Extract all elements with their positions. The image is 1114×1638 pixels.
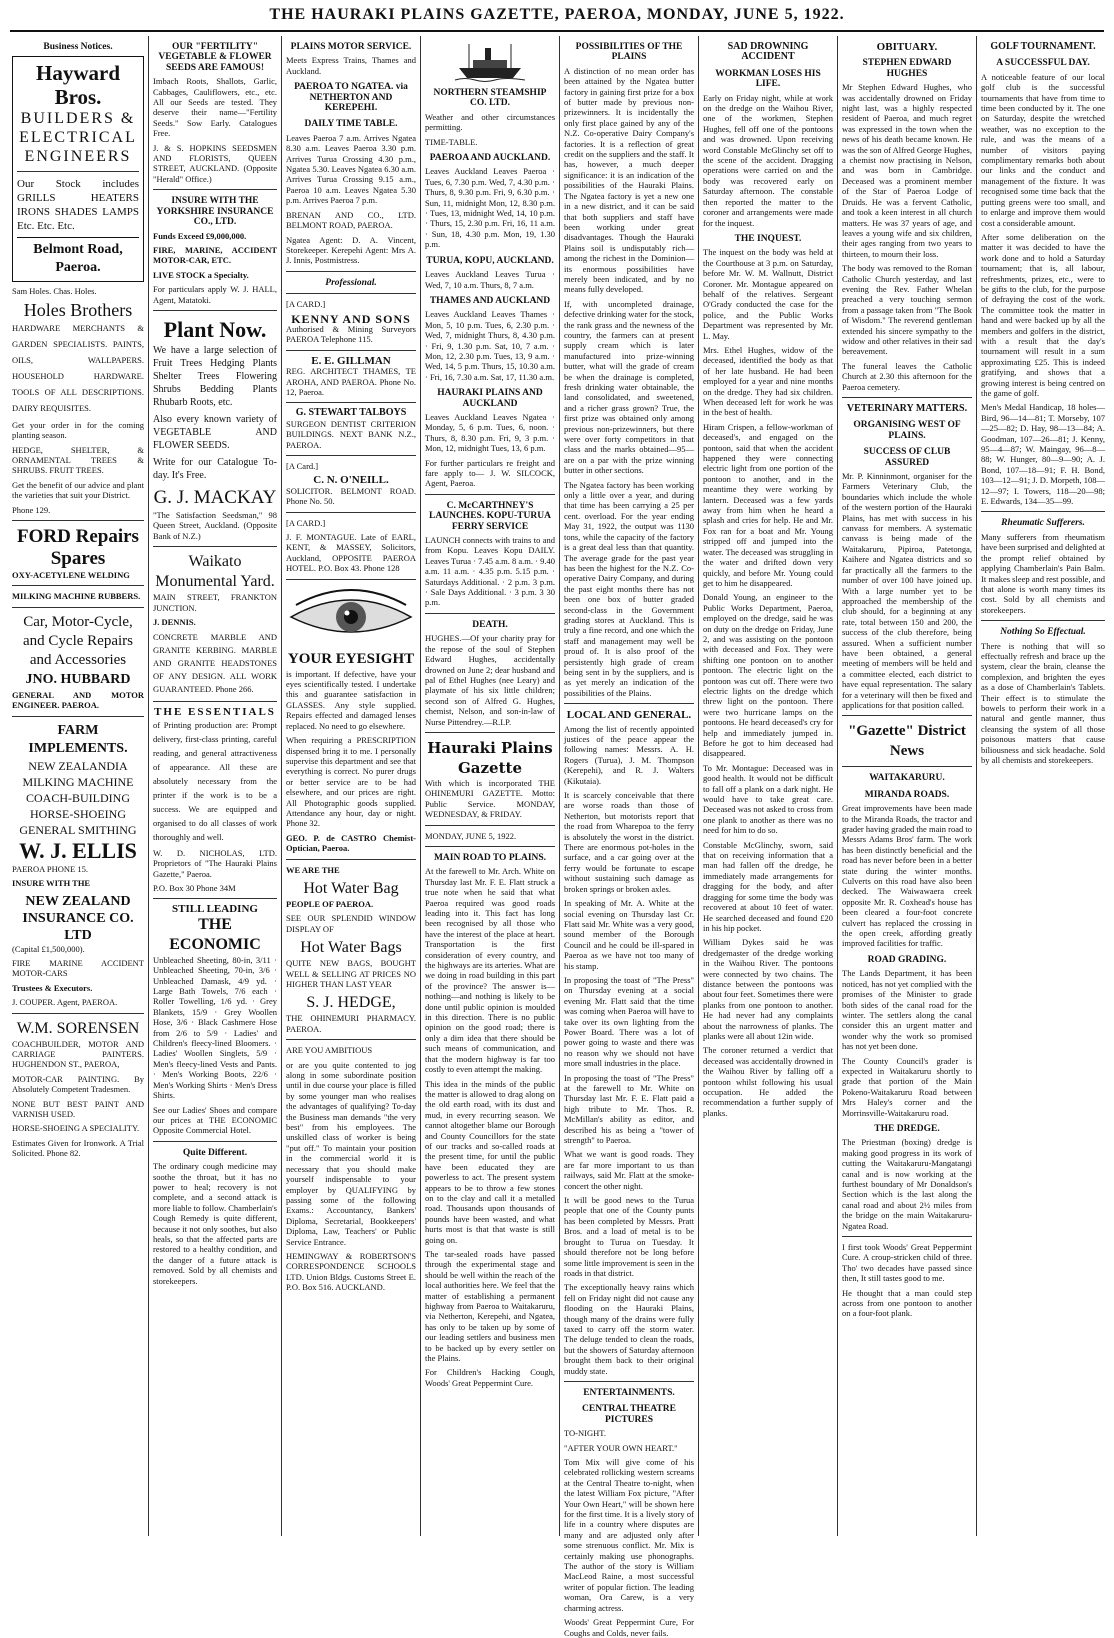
gillman-name: E. E. GILLMAN [311,354,391,367]
possibilities-body-2: If, with uncompleted drainage, defective drinking water for the stock, the rank grass and the newness of the country, the farmers can at present supply cream which is later manufactured into prize-winning butter, what will the grade of cream be when the drainage is completed, fresh drinking water obtainable, the land consolidated, and sweetened, and a richer grass grown? True, the first prize was obtained only among previous non-prizewinners, but there were over forty competitors in that class and the marks obtained—95—are on a par with the prize winning butter in other sections. [564,298,694,476]
hubbard-name: JNO. HUBBARD [25,671,131,687]
column-divider [837,36,838,1536]
economic-name: THE ECONOMIC [169,915,261,953]
death-body: HUGHES.—Of your charity pray for the repose of the soul of Stephen Edward Hughes, accidentally drowned on June 2; dear husband and pal of Ethel Hughes (nee Leary) and playmate of his six little children; second son of Alfred G. Hughes, chemist, Nelson, and son-in-law of Nurse Pittendrey.—R.I.P. [425,633,555,727]
after-body: Tom Mix will give come of his celebrated rollicking western screams at the Central Theatre to-night, when the latest William Fox picture, "After Your Own Heart," will be shown here for the first time. It is a lively story of life in a country where disputes are many and are adjusted only after some strenuous conflict. Mr. Mix is certainly making use phonographs. The author of the story is William MacLeod Raine, a most successful writer of popular fiction. The leading woman, Ora Carew, is a very charming actress. [564,1457,694,1613]
mccartney: C. McCARTHNEY'S LAUNCHES. KOPU-TURUA FERRY SERVICE [429,500,551,532]
talboys-name: G. STEWART TALBOYS [295,407,407,419]
professional: Professional. [325,277,377,288]
divider [12,520,144,521]
column-2 [153,36,277,1536]
drowning-body-9: The coroner returned a verdict that deceased was accidentally drowned in the Waihou River by falling off a pontoon whilst following his usual occupation. He added the recommendation a further supply of planks. [703,1045,833,1118]
plant-body: We have a large selection of Fruit Trees Hedging Plants Shelter Trees Flowering Shrubs Bedding Plants Rhubarb Roots, etc. [153,344,277,408]
hot-water-bag: Hot Water Bag [303,879,399,897]
kenny-sub: Authorised & Mining Surveyors PAEROA Telephone 115. [286,323,416,345]
divider [425,494,555,495]
brenan: BRENAN AND CO., LTD. BELMONT ROAD, PAEROA. [286,209,416,231]
insure-with: INSURE WITH THE [12,878,91,889]
estimates: Estimates Given for Ironwork. A Trial Solicited. Phone 82. [12,1137,144,1159]
local-body-6: What we want is good roads. They are far more important to us than railways, said Mr. Flatt at the smoke-concert the other night. [564,1149,694,1191]
veterinary-body: Mr. P. Kinninmont, organiser for the Farmers Veterinary Club, the boundaries which include the whole of the western portion of the Hauraki Plains, has met with success in his canvass for members. A systematic canvass is being made of the Waitakaruru, Pipiroa, Patetonga, Kaihere and Ngatea districts and so far practically all the farmers to the number of over 100 have joined up. With a large number yet to be approached the membership of the club should, for a beginning at any rate, total between 150 and 200, the success of the club therefore, being assured. When a sufficient number have been obtained, a general meeting of members will be held and a committee elected, each district to have equal representation. The salary for a veterinary will then be fixed and applications for that position called. [842,471,972,710]
mackay-name: G. J. MACKAY [153,486,277,508]
drowning-heading: SAD DROWNING ACCIDENT [727,41,809,63]
none-but: NONE BUT BEST PAINT AND VARNISH USED. [12,1098,144,1119]
local-body-4: In proposing the toast of "The Press" on Thursday evening at a social evening Mr. Flatt said that the time was coming when Paeroa will have to take over its own lighting from the Power Board. There was a lot of power going to waste and there was no reason why we should not have more small industries in the place. [564,974,694,1069]
drowning-body-2: The inquest on the body was held at the Courthouse at 3 p.m. on Saturday, before Mr. W. M. Wallnutt, District Coroner. Mr. Montague appeared on behalf of the relatives. Sergeant O'Grady conducted the case for the police, and the Public Works Department was represented by Mr. L. May. [703,247,833,341]
hubbard-title: GENERAL AND MOTOR ENGINEER. PAEROA. [12,689,144,711]
divider [842,397,972,398]
golf-heading: GOLF TOURNAMENT. [990,41,1096,52]
fertility-body: Imbach Roots, Shallots, Garlic, Cabbages, Cauliflowers, etc., etc. All our Seeds are tested. They deserve their name—"Fertility Seeds." Sow Early. Catalogues Free. [153,76,277,139]
column-1 [12,36,144,1536]
nothing-heading: Nothing So Effectual. [1000,627,1086,638]
turua-body: Leaves Auckland Leaves Turua · Wed, 7, 10 a.m. Thurs, 8, 7 a.m. [425,269,555,290]
capital: (Capital £1,500,000). [12,943,85,954]
farm-implements: FARM IMPLEMENTS. [28,722,128,756]
ellis-name: W. J. ELLIS [19,837,137,863]
timetable: DAILY TIME TABLE. [304,119,398,130]
holes-advice: Get the benefit of our advice and plant the varieties that suit your District. [12,479,144,501]
veterinary-heading: VETERINARY MATTERS. [846,403,968,414]
divider [842,1236,972,1237]
plant-write: Write for our Catalogue To-day. It's Free. [153,456,277,481]
drowning-body-7: Constable McGlinchy, sworn, said that on receiving information that a man had fallen off the dredge, he immediately made arrangements for dragging for the body, and after dragging for some time the body was recovered at about 10 feet of water. He searched deceased and found £20 in his hip pocket. [703,839,833,933]
paeroa-auckland: PAEROA AND AUCKLAND. [429,153,551,164]
milking-rubbers: MILKING MACHINE RUBBERS. [12,591,141,602]
divider [564,703,694,704]
divider [425,613,555,614]
central-theatre: CENTRAL THEATRE PICTURES [582,1404,676,1425]
gazette-sub: With which is incorporated THE OHINEMURI GAZETTE. Motto: Public Service. MONDAY, WEDNESDAY, & FRIDAY. [425,777,555,820]
dennis-body: CONCRETE MARBLE AND GRANITE KERBING. MARBLE AND GRANITE HEADSTONES OF ANY DESIGN. ALL WORK GUARANTEED. Phone 266. [153,632,277,695]
hayward-ad [12,56,144,282]
plant-now: Plant Now. [163,316,267,342]
divider [153,310,277,311]
motor-sub: Meets Express Trains, Thames and Auckland. [286,55,416,76]
drowning-body-1: Early on Friday night, while at work on the dredge on the Waihou River, one of the workmen, Stephen Hughes, fell off one of the pontoons and was drowned. Upon receiving word Constable McGlinchy set off to the scene of the accident. Dragging operations were carried on and the body was recovered early on Saturday afternoon. The constable then reported the matter to the coroner and arrangements were made for the inquest. [703,92,833,228]
timetable: TIME-TABLE. [425,136,478,147]
hayward-trade-2: ELECTRICAL [19,129,137,147]
district-news-heading: "Gazette" District News [848,723,966,760]
further-particulars: For further particulars re freight and fare apply to— J. W. SILCOCK, Agent, Paeroa. [425,457,555,489]
divider [286,1039,416,1040]
tonight: TO-NIGHT. [564,1428,606,1439]
column-8 [981,36,1105,1536]
yorkshire-lines: FIRE, MARINE, ACCIDENT MOTOR-CAR, ETC. [153,244,277,266]
column-3 [286,36,416,1536]
obituary-heading: OBITUARY. [876,41,938,53]
thames-body: Leaves Auckland Leaves Thames · Mon, 5, 10 p.m. Tues, 6, 2.30 p.m. · Wed, 7, midnight Thurs, 8, 4.30 p.m. · Fri, 9, 1.30 p.m. Sat, 10, 7 a.m. · Mon, 12, 2.30 p.m. Tues, 13, 9 a.m. · Wed, 14, 5 p.m. Thurs, 15, 10.30 a.m. · Fri, 16, 7.30 a.m. Sat, 17, 11.30 a.m. [425,309,555,382]
woods-note: He thought that a man could step across from one pontoon to another on a four-foot plank. [842,1287,972,1319]
column-divider [420,36,421,1536]
motor-car-painting: MOTOR-CAR PAINTING. By Absolutely Competent Tradesmen. [12,1073,144,1095]
trustees: Trustees & Executors. [12,982,93,993]
divider [286,293,416,294]
oneill-sub: SOLICITOR. BELMONT ROAD. Phone No. 50. [286,485,416,507]
rheumatic-heading: Rheumatic Sufferers. [1001,518,1085,529]
masthead-rule [10,30,1104,32]
ford-welding: OXY-ACETYLENE WELDING [12,570,130,581]
possibilities-body-3: The Ngatea factory has been working only a little over a year, and during that time has been carrying a 25 per cent. overload. For the year ending May 31, 1922, the output was 1130 tons, while the capacity of the factory is a great deal less than that quantity. The average grade for the past year has been the highest for the N.Z. Co-operative Dairy Company, and during the past eight months there has not been one box of butter graded second-class in the Government grading stores at Auckland. This is truly a fine record, and one which the staff and management may well be proud of. It is also proof of the persistently high grade of cream being sent in by the suppliers, and is as yet merely an indication of the possibilities of the Plains. [564,479,694,698]
local-general-heading: LOCAL AND GENERAL. [566,709,692,722]
main-road-heading: MAIN ROAD TO PLAINS. [433,852,547,863]
thames-auckland: THAMES AND AUCKLAND [429,295,551,306]
essentials-body: of Printing production are: Prompt delivery, first-class printing, careful reading, and general attractiveness of appearance. All these are absolutely necessary from the printer if the work is to be a success. We are equipped and organised to do all classes of work thoroughly and well. [153,719,277,842]
sorensen-trade: COACHBUILDER, MOTOR AND CARRIAGE PAINTERS. HUGHENDON ST., PAEROA, [12,1038,144,1070]
hayward-trade-1: BUILDERS & [20,110,136,128]
veterinary-success: SUCCESS OF CLUB ASSURED [863,447,951,468]
holes-phone: Phone 129. [12,504,51,515]
talboys-sub: SURGEON DENTIST CRITERION BUILDINGS. NEXT BANK N.Z., PAEROA. [286,418,416,450]
drowning-body-8: William Dykes said he was dredgemaster of the dredge working in the Waihou River. The pontoons were connected by two chains. The distance between the pontoons was about four feet. Sometimes there were planks from one pontoon to another. He had never had any complaints about the narrowness of planks. The planks were all about 12in wide. [703,937,833,1041]
miranda-body: Great improvements have been made to the Miranda Roads, the tractor and grader having graded the main road to Messrs Adams Bros' farm. The work has been distinctly beneficial and the road has never before been in a better state during the winter months. Culverts on this road have also been decked. The Waiwawaera creek opposite Mr. R. Coxhead's house has been cleared a four-foot concrete culvert has replaced the crossing in the open creek, affording greatly improved facilities for traffic. [842,803,972,949]
waikato-address: MAIN STREET, FRANKTON JUNCTION. [153,592,277,613]
workman-heading: WORKMAN LOSES HIS LIFE. [715,68,821,90]
local-body-3: In speaking of Mr. A. White at the social evening on Thursday last Cr. Flatt said Mr. White was a very good, sound member of the Borough Council and he could be ill-spared in Paeroa as we have not too many of his stamp. [564,898,694,971]
car-repairs: Car, Motor-Cycle, and Cycle Repairs and Accessories [23,613,133,668]
column-5 [564,36,694,1638]
column-divider [148,36,149,1536]
we-are-the: WE ARE THE [286,864,340,875]
nz-insurance: NEW ZEALAND INSURANCE CO. LTD [22,893,134,943]
column-4 [425,36,555,1536]
hopkins: J. & S. HOPKINS SEEDSMEN AND FLORISTS, QUEEN STREET, AUCKLAND. (Opposite "Herald" Office.) [153,142,277,184]
gazette-title: Hauraki Plains Gazette [427,738,553,777]
grading-body: The Lands Department, it has been noticed, has not yet complied with the promises of the Minister to grade both sides of the canal road for the winter. The settlers along the canal consider this an urgent matter and wonder why the work so promised has not yet been done. [842,968,972,1052]
hemingway: HEMINGWAY & ROBERTSON'S CORRESPONDENCE SCHOOLS LTD. Union Bldgs. Customs Street E. P.O. Box 516. AUCKLAND. [286,1250,416,1293]
dredge-body: The Priestman (boxing) dredge is making good progress in its work of cutting the Waitakaruru-Mangatangi canal and is now working at the furthest boundary of Mr Donaldson's Section which is the last along the canal road and about 2½ miles from the bridge on the main Waitakaruru-Ngatea Road. [842,1137,972,1231]
hauraki-auckland: HAURAKI PLAINS AND AUCKLAND [437,388,543,409]
obituary-name: STEPHEN EDWARD HUGHES [862,58,952,79]
hedge-name: S. J. HEDGE, [306,994,396,1012]
hayward-trade-3: ENGINEERS [24,148,132,166]
still-leading: STILL LEADING [172,903,258,916]
holes-lines: HARDWARE MERCHANTS & GARDEN SPECIALISTS. PAINTS, OILS, WALLPAPERS. HOUSEHOLD HARDWARE. TOOLS OF ALL DESCRIPTIONS. DAIRY REQUISITES. [12,322,144,413]
mackay-sub: "The Satisfaction Seedsman," 98 Queen Street, Auckland. (Opposite Bank of N.Z.) [153,509,277,541]
waikato-yard: Waikato Monumental Yard. [155,553,275,591]
yorkshire-heading: INSURE WITH THE YORKSHIRE INSURANCE CO., LTD. [156,196,274,228]
are-you-body: or are you quite contented to jog along in some subordinate position until in due course your place is filled by some younger man who realises the advantages of qualifying? To-day the Business man demands "the very best" from his employees. The unskilled class of worker is being "put off." To maintain your position in the commercial world it is necessary that you should make yourself indispensable to your employer by QUALIFYING by passing some of the following Exams.: Accountancy, Bankers' Diploma, Secretarial, Bookkeepers' Diploma, Law, Teachers' or Public Service Entrance. [286,1059,416,1247]
eyesight-body: is important. If defective, have your eyes scientifically tested. I undertake this and guarantee satisfaction in GLASSES. Any style supplied. Repairs effected and damaged lenses replaced. No need to go elsewhere. [286,668,416,731]
brenan-agent: Ngatea Agent: D. A. Vincent, Storekeeper. Kerepehi Agent: Mrs A. J. Innis, Postmistress. [286,234,416,266]
local-body-5: In proposing the toast of "The Press" at the farewell to Mr. White on Thursday last Mr. F. E. Flatt paid a high tribute to Mr. Thos. R. McMillan's ability as editor, and described his as being a "tower of strength" to Paeroa. [564,1072,694,1146]
montague: J. F. MONTAGUE. Late of EARL, KENT, & MASSEY, Solicitors, Auckland, OPPOSITE PAEROA HOTEL. P.O. Box 43. Phone 128 [286,532,416,574]
kenny-name: KENNY AND SONS [291,311,411,326]
divider [564,1381,694,1382]
entertainments-heading: ENTERTAINMENTS. [583,1387,675,1398]
holes-hedge: HEDGE, SHELTER, & ORNAMENTAL TREES & SHRUBS. FRUIT TREES. [12,444,144,476]
divider [286,402,416,403]
issue-date: MONDAY, JUNE 5, 1922. [425,830,517,841]
divider [425,846,555,847]
after-your-own-heart: "AFTER YOUR OWN HEART." [564,1442,678,1453]
divider [12,1013,144,1014]
main-road-body-1: At the farewell to Mr. Arch. White on Thursday last Mr. F. E. Flatt struck a true note when he said that what Paeroa required was good roads leading into it. This fact has long been recognised by all those who have the interest of the place at heart. Transportation is the first consideration of every country, and the highways are its arteries. What are we doing in road building in this part of the province? The answer is—nothing—and nothing is likely to be done until public opinion is moulded in this direction. There is no public opinion on the good road; there is only a dim idea that there should be such means of communication, and that the modern highway is far too costly to even attempt the making. [425,866,555,1075]
inquest-heading: THE INQUEST. [734,233,802,244]
divider [153,189,277,190]
yorkshire-live: LIVE STOCK a Specialty. [153,269,249,280]
column-6 [703,36,833,1536]
northern-steamship: NORTHERN STEAMSHIP CO. LTD. [433,88,547,109]
nicholas: W. D. NICHOLAS, LTD. Proprietors of "The Hauraki Plains Gazette," Paeroa. [153,847,277,879]
column-divider [698,36,699,1536]
woods-verse: I first took Woods' Great Peppermint Cure. A croup-stricken child of three. Tho' two decades have passed since then, It still tastes good to me. [842,1242,972,1284]
holes-order: Get your order in for the coming planting season. [12,419,144,441]
divider [286,859,416,860]
divider [12,585,144,586]
hauraki-auckland-body: Leaves Auckland Leaves Ngatea · Monday, 5, 6 p.m. Tues, 6, noon. · Thurs, 8, 8.30 p.m. Fri, 9, 3 p.m. · Mon, 12, midnight Tues, 13, 6 p.m. [425,411,555,454]
hot-water-bags: Hot Water Bags [300,939,402,957]
divider [425,732,555,733]
waitakaruru-heading: WAITAKARURU. [869,773,945,784]
miranda-heading: MIRANDA ROADS. [864,789,950,800]
steamship-illustration [455,40,525,82]
hayward-stock: Our Stock includes GRILLS HEATERS IRONS SHADES LAMPS Etc. Etc. Etc. [17,178,139,233]
divider [286,350,416,351]
see-window: SEE OUR SPLENDID WINDOW DISPLAY OF [286,913,416,934]
oneill-name: C. N. O'NEILL. [313,474,389,487]
local-body-7: It will be good news to the Turua people that one of the County punts has been completed by Messrs. Pratt Bros. and a load of metal is to be brought to Turua on Tuesday. It should therefore not be long before some little improvement is seen in the roads in that district. [564,1195,694,1278]
column-divider [976,36,977,1536]
fertility-heading: OUR "FERTILITY" VEGETABLE & FLOWER SEEDS ARE FAMOUS! [158,42,272,73]
dennis-name: J. DENNIS. [153,616,196,627]
divider [842,766,972,767]
sorensen-name: W.M. SORENSEN [16,1019,140,1037]
grading-heading: ROAD GRADING. [867,954,947,965]
eyesight-heading: YOUR EYESIGHT [287,650,415,667]
hedge-sub: THE OHINEMURI PHARMACY. PAEROA. [286,1013,416,1034]
yorkshire-agent: For particulars apply W. J. HALL, Agent, Matatoki. [153,284,277,305]
column-divider [281,36,282,1536]
quite-body: The ordinary cough medicine may soothe the throat, but it has no power to heal; recovery is not complete, and a second attack is more liable to follow. Chamberlain's Cough Remedy is quite different, because it not only soothes, but also heals, so that the affected parts are restored to a healthy condition, and the danger of a future attack is removed. Sold by all chemists and storekeepers. [153,1161,277,1286]
plant-also: Also every known variety of VEGETABLE AND FLOWER SEEDS. [153,413,277,451]
insurance-lines: FIRE MARINE ACCIDENT MOTOR-CARS [12,957,144,979]
mccartney-body: LAUNCH connects with trains to and from Kopu. Leaves Kopu DAILY. Leaves Turua · 7.45 a.m. 8 a.m. · 9.40 a.m. 11 a.m. · 4.35 p.m. 5.15 p.m. · Saturdays Additional. · 2 p.m. 3 p.m. · Sale Days Additional. · 3 p.m. 3 30 p.m. [425,535,555,608]
golf-sub: A SUCCESSFUL DAY. [996,58,1090,69]
hayward-name: Hayward Bros. [36,61,120,110]
drowning-body-6: To Mr. Montague: Deceased was in good health. It would not be difficult to fall off a plank on a dark night. He would have to take great care. Deceased was not asked to cross from one plank to another as there was no need for him to do so. [703,762,833,836]
holes-name: Holes Brothers [23,299,133,320]
card-3: [A CARD.] [286,517,326,528]
people-of-paeroa: PEOPLE OF PAEROA. [286,898,374,909]
golf-body-2: After some deliberation on the matter it was decided to have the work done and to hold a Saturday tournament; that is, all labour, refreshments, prizes, etc., were to be gifts to the club, for the purpose of defraying the cost of the work. The committee took the matter in hand and were backed up by all the members and golfers in the district, with a result that the day's tournament will result in a sum approximating £25. This is indeed gratifying, and shows that a growing interest is being centred on the game of golf. [981,231,1105,398]
yorkshire-funds: Funds Exceed £9,000,000. [153,230,247,241]
golf-body-1: A noticeable feature of our local golf club is the successful tournaments that have from time to time been conducted by it. The one on Saturday, despite the wretched weather, was no exception to the rule, and was the means of a number of visitors paying complimentary remarks both about our links and the conduct and management of the fixture. It was recognised some time back that the putting greens were too small, and to enlarge and improve them would cost a considerable amount. [981,71,1105,228]
golf-results: Men's Medal Handicap, 18 holes—Bird, 96—14—81; T. Morseby, 107—25—82; D. Hay, 98—13—84; A. Goodman, 107—26—81; J. Kenny, 95—4—87; W. Maingay, 96—8—88; W. Hunger, 80—9—90; A. J. Bond, 107—18—91; F. H. Bond, 103—12—91; J. D. Morpeth, 108—12—97; I. Towers, 118—20—98; E. Edwards, 134—35—99. [981,402,1105,507]
nz-milking: NEW ZEALANDIA MILKING MACHINE [22,758,134,789]
death-heading: DEATH. [472,619,508,630]
divider [153,898,277,899]
economic-see: See our Ladies' Shoes and compare our prices at THE ECONOMIC Opposite Commercial Hotel. [153,1104,277,1136]
drowning-body-3: Mrs. Ethel Hughes, widow of the deceased, identified the body as that of her late husband. He had been employed for a year and nine months on the dredge. They had six children. When deceased left for work he was in the best of health. [703,344,833,418]
divider [842,715,972,716]
obituary-body-2: The body was removed to the Roman Catholic Church yesterday, and last evening the Rev. Father Whelan preached a very touching sermon from a passage taken from "The Book of Wisdom." The reverend gentleman extended his sincere sympathy to the widow and other relatives in their sad bereavement. [842,263,972,357]
veterinary-sub: ORGANISING WEST OF PLAINS. [853,420,961,441]
section-heading: Business Notices. [43,42,113,52]
divider [153,546,277,547]
divider [286,579,416,580]
nothing-body: There is nothing that will so effectually refresh and brace up the system, clear the brain, cleanse the complexion, and brighten the eyes as a dose of Chamberlain's Tablets. Their effect is to stimulate the bowels to perform their work in a natural and gentle manner, thus cleansing the system of all those poisonous matters that cause biliousness and sick headache. Sold by all chemists and storekeepers. [981,640,1105,765]
drowning-body-4: Hiram Crispen, a fellow-workman of deceased's, and engaged on the pontoon, said that when the accident happened they were connecting electric light from one portion of the pontoon to another, and in the meantime they were working by lantern. Deceased was a few yards away from him when he heard a splash and cries for help. He and Mr. Fox ran for a boat and Mr. Young stripped off and jumped into the water. The deceased was struggling in the water and drifted down very quickly, and before Mr. Young could get to him he disappeared. [703,421,833,588]
ellis-place: PAEROA PHONE 15. [12,863,88,874]
cooper-agent: J. COUPER. Agent, PAEROA. [12,997,118,1008]
divider [153,1141,277,1142]
obituary-body-1: Mr Stephen Edward Hughes, who was accidentally drowned on Friday night last, was a highly respected resident of Paeroa, and much regret was expressed in the town when the news of his death became known. He was the son of Alfred George Hughes, a chemist now practising in Nelson, and was born in Cambridge. Deceased was a prominent member of the Star of Paeroa Lodge of Druids. He was a fervent Catholic, and took a keen interest in all church matters. He was 37 years of age, and leaves a young wife and six children, their ages ranging from two years to thirteen, to mourn their loss. [842,82,972,259]
turua-kopu: TURUA, KOPU, AUCKLAND. [426,255,554,266]
divider [981,511,1105,512]
county-grader: The County Council's grader is expected in Waitakaruru shortly to grade that portion of the Main Pokeno-Waitakaruru Road between Mrs Haley's corner and the Morrinsville-Waitakaruru road. [842,1055,972,1118]
ford-ad: FORD Repairs Spares [17,526,139,570]
divider [286,271,416,272]
dredge-heading: THE DREDGE. [874,1123,940,1134]
divider [981,620,1105,621]
hayward-address: Belmont Road, Paeroa. [17,237,139,277]
drowning-body-5: Donald Young, an engineer to the Public Works Department, Paeroa, employed on the dredge, said he was on duty on the dredge on Friday, June 2, and was assisting on the pontoon with deceased and Fox. They were shifting one pontoon on to another pontoon. The electric light on the pontoon was cut off. There were two electric lights on the dredge which threw light on the pontoon. There were two hurricane lamps on the pontoons. He heard deceased's cry for help and immediately jumped in. Before he got to him deceased had disappeared. [703,592,833,759]
divider [153,701,277,702]
column-7 [842,36,972,1536]
divider [17,171,139,172]
divider [12,716,144,717]
paeroa-auckland-body: Leaves Auckland Leaves Paeroa · Tues, 6, 7.30 p.m. Wed, 7, 4.30 p.m. · Thurs, 8, 9.30 p.m. Fri, 9, 6.30 p.m. · Sun, 11, midnight Mon, 12, 8.30 p.m. · Tues, 13, midnight Wed, 14, 10 p.m. · Thurs, 15, 2.30 p.m. Fri, 16, 11 a.m. · Sun, 18, 4.30 p.m. Mon, 19, 1.30 p.m. [425,166,555,250]
main-road-body-3: The tar-sealed roads have passed through the experimental stage and should be well within the reach of the local authorities here. We feel that the matter of establishing a permanent highway from Paeroa to Waitakaruru, via Netherton, Kerepehi, and Ngatea, has only to be taken up by some of our leading settlers and business men to be backed up by every settler on the Plains. [425,1249,555,1364]
essentials-heading: THE ESSENTIALS [154,706,276,719]
weather: Weather and other circumstances permitting. [425,111,555,133]
timetable-body: Leaves Paeroa 7 a.m. Arrives Ngatea 8.30 a.m. Leaves Paeroa 3.30 p.m. Arrives Turua Crossing 4.30 p.m., Ngatea 5.30. Leaves Ngatea 6.30 a.m. Arrives Turua Crossing 9.15 a.m., Paeroa 10 a.m. Leaves Ngatea 5.30 p.m. Arrives Paeroa 7 p.m. [286,132,416,206]
column-divider [559,36,560,1536]
rheumatic-body: Many sufferers from rheumatism have been surprised and delighted at the prompt relief obtained by applying Chamberlain's Pain Balm. It makes sleep and rest possible, and that alone is worth many times its cost. Sold by all chemists and storekeepers. [981,531,1105,615]
economic-list: Unbleached Sheeting, 80-in, 3/11 · Unbleached Sheeting, 70-in, 3/6 · Unbleached Damask, 4/9 yd. · Large Bath Towels, 7/6 each · Roller Towelling, 1/6 yd. · Grey Blankets, 15/9 · Grey Woollen Hose, 3/6 · Black Cashmere Hose from 2/6 to 5/9 · Ladies' and Children's fleecy-lined Bloomers. · Ladies' Woollen Singlets, 5/9 · Men's fleecy-lined Vests and Pants. · Men's Working Boots, 22/6 · Men's Working Shirts · Men's Dress Shirts. [153,954,277,1101]
card-1: [A CARD.] [286,299,326,310]
are-you-heading: ARE YOU AMBITIOUS [286,1045,373,1056]
paeroa-ngatea: PAEROA TO NGATEA. via NETHERTON AND KEREPEHI. [294,82,408,114]
local-body-2: It is scarcely conceivable that there are worse roads than those of Netherton, but motorists report that the road from Wharepoa to the ferry is absolutely the worst in the district. There are enormous pot-holes in the surface, and a car going over at the ferry would be fortunate to escape without sustaining such damage as broken springs or broken axles. [564,790,694,894]
local-body-8: The exceptionally heavy rains which fell on Friday night did not cause any flooding on the Hauraki Plains, though many of the drains were fully taxed to carry off the storm water. The deluge tended to clean the roads, but the showers of Saturday afternoon brought them back to their original muddy state. [564,1282,694,1376]
horse-shoeing: HORSE-SHOEING A SPECIALITY. [12,1123,140,1134]
quite-different: Quite Different. [182,1147,248,1158]
footer-ad: For Children's Hacking Cough, Woods' Great Peppermint Cure. [425,1367,555,1388]
eye-illustration [286,585,416,645]
divider [425,825,555,826]
divider [286,512,416,513]
footer-ad: Woods' Great Peppermint Cure, For Coughs and Colds, never fails. [564,1617,694,1638]
obituary-body-3: The funeral leaves the Catholic Church at 2.30 this afternoon for the Paeroa cemetery. [842,360,972,392]
card-2: [A Card.] [286,461,319,471]
main-road-body-2: This idea in the minds of the public the matter is allowed to drag along on the old earth road, with its dust and mud, in every recurring season. We cannot altogether blame our Borough and County Councillors for the state of our tracks and so-called roads at the present time, for until the public have been educated they are powerless to act. The present system appears to be to throw a few stones on to the clay and call it a metalled road. Thousands upon thousands of pounds have been wasted, and what hurts most is that that waste is still going on. [425,1078,555,1245]
holes-names: Sam Holes. Chas. Holes. [12,286,97,297]
possibilities-heading: POSSIBILITIES OF THE PLAINS [575,42,683,63]
coach-building: COACH-BUILDING HORSE-SHOEING GENERAL SMITHING [19,790,137,837]
local-body-1: Among the list of recently appointed justices of the peace appear the following names: Messrs. A. H. Rogers (Turua), J. M. Thompson (Kerepehi), and R. J. Walters (Kikutaia). [564,723,694,786]
gillman-sub: REG. ARCHITECT THAMES, TE AROHA, AND PAEROA. Phone No. 12, Paeroa. [286,366,416,397]
divider [12,607,144,608]
motor-heading: PLAINS MOTOR SERVICE. [290,42,412,52]
prescription-body: When requiring a PRESCRIPTION dispensed bring it to me. I personally supervise this department and see that everything is correct. No purer drugs or better service are to be had elsewhere, and our prices are right. All Photographic goods supplied. Attendance any hour, day or night. Phone 32. [286,735,416,829]
divider [286,455,416,456]
masthead: THE HAURAKI PLAINS GAZETTE, PAEROA, MONDAY, JUNE 5, 1922. [269,6,845,23]
nicholas-po: P.O. Box 30 Phone 34M [153,883,236,893]
possibilities-body-1: A distinction of no mean order has been attained by the Ngatea butter factory in gaining first prize for a box of butter made by previous non-prizewinners. It is incidentally the only first place gained by any of the N.Z. Co-operative Dairy Company's factories. It is a reflection of great credit on the suppliers and the staff. It has, however, a much deeper significance: it is an indication of the possibilities of the Hauraki Plains. The Ngatea factory is yet a new one in a new district, and it can be said that both suppliers and staff have been working under great disadvantages. Though the Hauraki Plains soil is undisputably rich—among the richest in the Dominion—its enormous possibilities have merely been indicated, and by no means fully developed. [564,65,694,295]
decastro: GEO. P. de CASTRO Chemist-Optician, Paeroa. [286,832,416,854]
quite-new: QUITE NEW BAGS, BOUGHT WELL & SELLING AT PRICES NO HIGHER THAN LAST YEAR [286,958,416,989]
